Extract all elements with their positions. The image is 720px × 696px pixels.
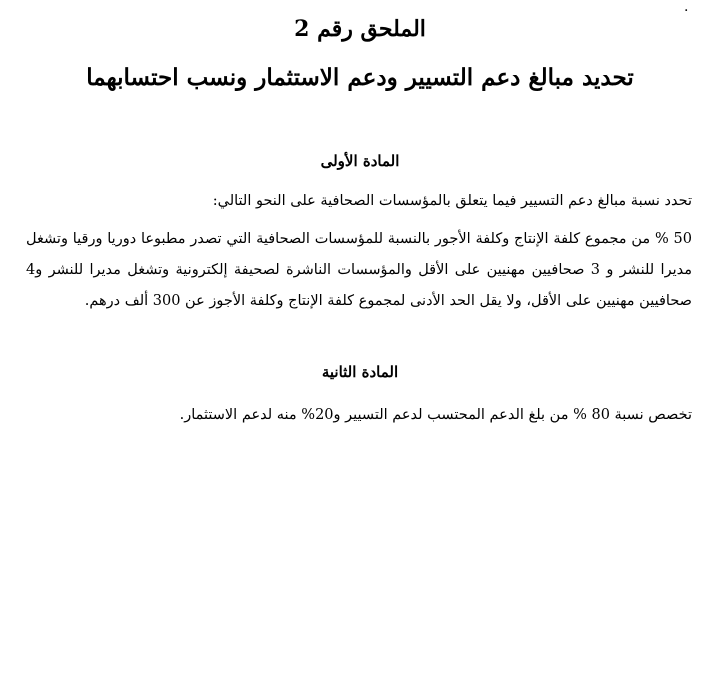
article-2-heading: المادة الثانية bbox=[321, 363, 399, 381]
article-1-intro: تحدد نسبة مبالغ دعم التسيير فيما يتعلق بالمؤسسات الصحافية على النحو التالي: bbox=[212, 193, 692, 209]
article-1-heading: المادة الأولى bbox=[320, 152, 400, 170]
article-2-body: تخصص نسبة 80 % من بلغ الدعم المحتسب لدعم التسيير و20% منه لدعم الاستثمار. bbox=[179, 407, 692, 423]
article-1-body: 50 % من مجموع كلفة الإنتاج وكلفة الأجور بالنسبة للمؤسسات الصحافية التي تصدر مطبوعا دوريا ورقيا وتشغل مديرا للنشر و 3 صحافيين مهنيين على الأقل والمؤسسات الناشرة لصحيفة إلكترونية وتشغل مديرا للنشر و4 صحافيين مهنيين على الأقل، ولا يقل الحد الأدنى لمجموع كلفة الإنتاج وكلفة الأجوز عن 300 ألف درهم. bbox=[26, 231, 692, 309]
main-title: تحديد مبالغ دعم التسيير ودعم الاستثمار ونسب احتسابهما bbox=[86, 64, 634, 91]
corner-mark: · bbox=[684, 3, 689, 19]
annex-title: الملحق رقم 2 bbox=[294, 16, 426, 42]
